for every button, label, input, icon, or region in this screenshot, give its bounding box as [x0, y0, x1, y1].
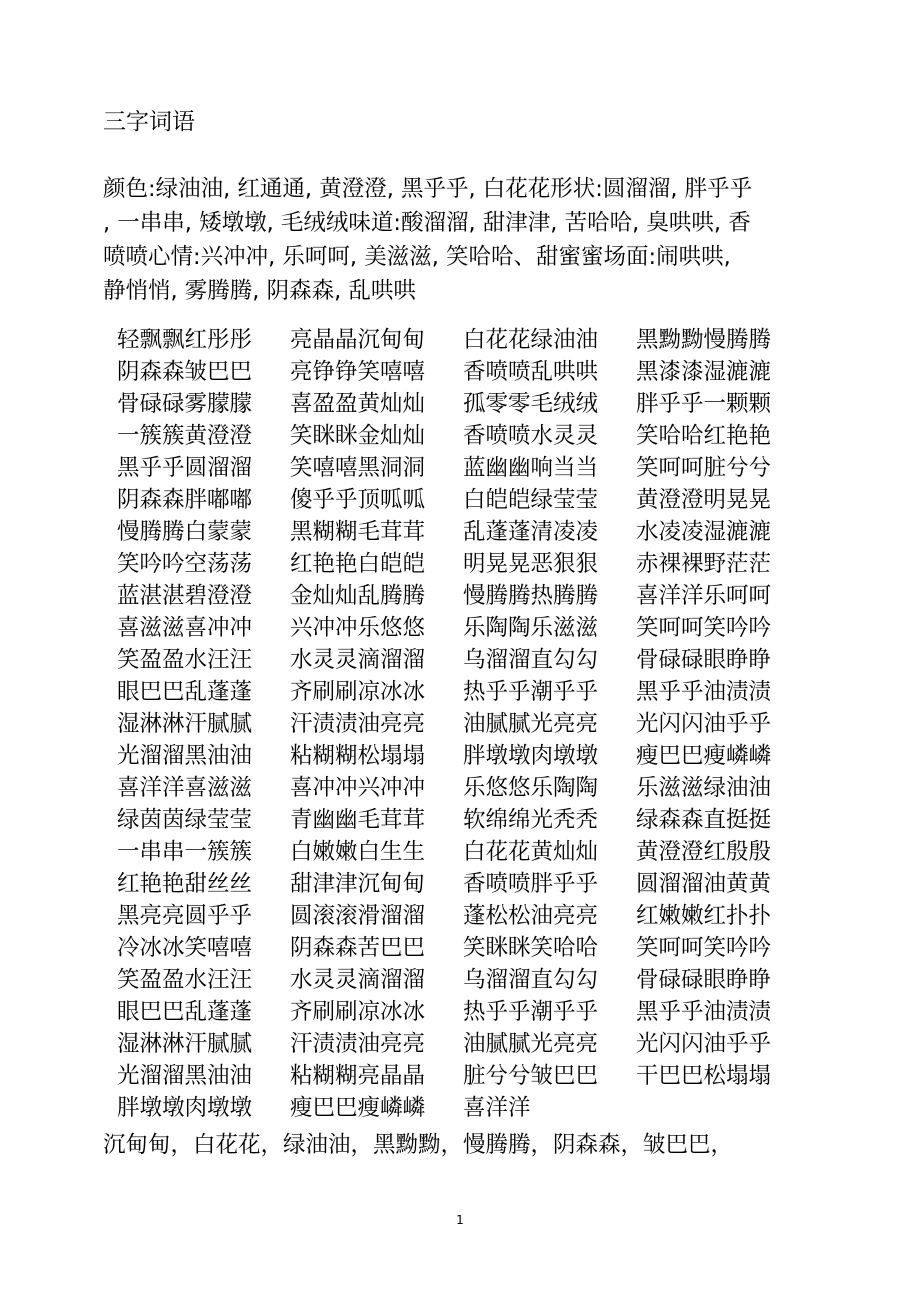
- word-cell: 红艳艳白皑皑: [290, 551, 426, 577]
- word-cell: 赤裸裸野茫茫: [636, 551, 772, 577]
- word-cell: 油腻腻光亮亮: [463, 1031, 599, 1057]
- word-cell: 骨碌碌眼睁睁: [636, 967, 772, 993]
- word-cell: 青幽幽毛茸茸: [290, 807, 426, 833]
- word-cell: 水灵灵滴溜溜: [290, 647, 426, 673]
- word-cell: 喜冲冲兴冲冲: [290, 775, 426, 801]
- word-cell: 汗渍渍油亮亮: [290, 1031, 426, 1057]
- intro-line: , 一串串, 矮墩墩, 毛绒绒味道:酸溜溜, 甜津津, 苦哈哈, 臭哄哄, 香: [103, 210, 751, 236]
- word-cell: 金灿灿乱腾腾: [290, 583, 426, 609]
- word-cell: 笑盈盈水汪汪: [117, 647, 253, 673]
- word-cell: 光溜溜黑油油: [117, 743, 253, 769]
- word-cell: 齐刷刷凉冰冰: [290, 679, 426, 705]
- word-cell: 轻飘飘红彤彤: [117, 327, 253, 353]
- word-cell: 香喷喷水灵灵: [463, 423, 599, 449]
- word-cell: 汗渍渍油亮亮: [290, 711, 426, 737]
- word-cell: 喜洋洋喜滋滋: [117, 775, 253, 801]
- word-cell: 乱蓬蓬清凌凌: [463, 519, 599, 545]
- word-cell: 黑漆漆湿漉漉: [636, 359, 772, 385]
- word-cell: 冷冰冰笑嘻嘻: [117, 935, 253, 961]
- word-cell: 黑乎乎油渍渍: [636, 999, 772, 1025]
- intro-line: 喷喷心情:兴冲冲, 乐呵呵, 美滋滋, 笑哈哈、甜蜜蜜场面:闹哄哄,: [103, 244, 731, 270]
- word-cell: 黑乎乎油渍渍: [636, 679, 772, 705]
- word-cell: 笑眯眯笑哈哈: [463, 935, 599, 961]
- word-cell: 白花花黄灿灿: [463, 839, 599, 865]
- word-cell: 骨碌碌眼睁睁: [636, 647, 772, 673]
- word-cell: 香喷喷乱哄哄: [463, 359, 599, 385]
- word-cell: 兴冲冲乐悠悠: [290, 615, 426, 641]
- word-cell: [636, 1092, 809, 1124]
- word-cell: 热乎乎潮乎乎: [463, 999, 599, 1025]
- word-cell: 绿茵茵绿莹莹: [117, 807, 253, 833]
- word-cell: 慢腾腾白蒙蒙: [117, 519, 253, 545]
- word-cell: 白皑皑绿莹莹: [463, 487, 599, 513]
- word-cell: 笑吟吟空荡荡: [117, 551, 253, 577]
- word-cell: 红嫩嫩红扑扑: [636, 903, 772, 929]
- word-cell: 黄澄澄红殷殷: [636, 839, 772, 865]
- word-cell: 明晃晃恶狠狠: [463, 551, 599, 577]
- word-cell: 喜盈盈黄灿灿: [290, 391, 426, 417]
- word-cell: 粘糊糊亮晶晶: [290, 1063, 426, 1089]
- word-cell: 湿淋淋汗腻腻: [117, 1031, 253, 1057]
- word-cell: 蓝湛湛碧澄澄: [117, 583, 253, 609]
- word-cell: 脏兮兮皱巴巴: [463, 1063, 599, 1089]
- word-cell: 亮晶晶沉甸甸: [290, 327, 426, 353]
- word-cell: 笑呵呵脏兮兮: [636, 455, 772, 481]
- word-grid: [117, 324, 809, 1124]
- word-cell: 油腻腻光亮亮: [463, 711, 599, 737]
- word-cell: 圆溜溜油黄黄: [636, 871, 772, 897]
- word-cell: 胖乎乎一颗颗: [636, 391, 772, 417]
- word-cell: 粘糊糊松塌塌: [290, 743, 426, 769]
- word-cell: 红艳艳甜丝丝: [117, 871, 253, 897]
- word-cell: 黑黝黝慢腾腾: [636, 327, 772, 353]
- word-cell: 水凌凌湿漉漉: [636, 519, 772, 545]
- word-cell: 乐陶陶乐滋滋: [463, 615, 599, 641]
- word-cell: 黑乎乎圆溜溜: [117, 455, 253, 481]
- word-cell: 黑亮亮圆乎乎: [117, 903, 253, 929]
- word-cell: 白花花绿油油: [463, 327, 599, 353]
- word-cell: 胖墩墩肉墩墩: [117, 1095, 253, 1121]
- word-cell: 喜滋滋喜冲冲: [117, 615, 253, 641]
- word-cell: 瘦巴巴瘦嶙嶙: [636, 743, 772, 769]
- word-cell: 笑呵呵笑吟吟: [636, 615, 772, 641]
- word-cell: 眼巴巴乱蓬蓬: [117, 999, 253, 1025]
- word-cell: 笑呵呵笑吟吟: [636, 935, 772, 961]
- word-cell: 傻乎乎顶呱呱: [290, 487, 426, 513]
- word-cell: 齐刷刷凉冰冰: [290, 999, 426, 1025]
- word-cell: 白嫩嫩白生生: [290, 839, 426, 865]
- word-cell: 绿森森直挺挺: [636, 807, 772, 833]
- word-cell: 干巴巴松塌塌: [636, 1063, 772, 1089]
- word-cell: 骨碌碌雾朦朦: [117, 391, 253, 417]
- intro-line: 颜色:绿油油, 红通通, 黄澄澄, 黑乎乎, 白花花形状:圆溜溜, 胖乎乎: [103, 176, 753, 202]
- word-cell: 慢腾腾热腾腾: [463, 583, 599, 609]
- word-cell: 笑盈盈水汪汪: [117, 967, 253, 993]
- word-cell: 阴森森胖嘟嘟: [117, 487, 253, 513]
- word-cell: 蓝幽幽响当当: [463, 455, 599, 481]
- word-cell: 软绵绵光秃秃: [463, 807, 599, 833]
- word-cell: 黑糊糊毛茸茸: [290, 519, 426, 545]
- word-cell: 黄澄澄明晃晃: [636, 487, 772, 513]
- word-cell: 蓬松松油亮亮: [463, 903, 599, 929]
- intro-line: 静悄悄, 雾腾腾, 阴森森, 乱哄哄: [103, 278, 416, 304]
- word-cell: 笑嘻嘻黑洞洞: [290, 455, 426, 481]
- word-cell: 乐悠悠乐陶陶: [463, 775, 599, 801]
- word-cell: 光溜溜黑油油: [117, 1063, 253, 1089]
- word-cell: 眼巴巴乱蓬蓬: [117, 679, 253, 705]
- word-cell: 乌溜溜直勾勾: [463, 967, 599, 993]
- word-cell: 光闪闪油乎乎: [636, 1031, 772, 1057]
- word-cell: 一串串一簇簇: [117, 839, 253, 865]
- word-cell: 阴森森皱巴巴: [117, 359, 253, 385]
- word-cell: 孤零零毛绒绒: [463, 391, 599, 417]
- word-cell: 笑眯眯金灿灿: [290, 423, 426, 449]
- word-cell: 乌溜溜直勾勾: [463, 647, 599, 673]
- word-list-line: 沉甸甸，白花花，绿油油，黑黝黝，慢腾腾，阴森森，皱巴巴，: [103, 1132, 734, 1158]
- intro-paragraph: [103, 172, 815, 308]
- word-cell: 水灵灵滴溜溜: [290, 967, 426, 993]
- word-cell: 热乎乎潮乎乎: [463, 679, 599, 705]
- word-cell: 亮铮铮笑嘻嘻: [290, 359, 426, 385]
- word-cell: 香喷喷胖乎乎: [463, 871, 599, 897]
- word-cell: 喜洋洋: [463, 1095, 531, 1121]
- word-cell: 湿淋淋汗腻腻: [117, 711, 253, 737]
- document-heading: 三字词语: [103, 109, 195, 135]
- word-cell: 阴森森苦巴巴: [290, 935, 426, 961]
- word-cell: 甜津津沉甸甸: [290, 871, 426, 897]
- word-cell: 喜洋洋乐呵呵: [636, 583, 772, 609]
- word-cell: 圆滚滚滑溜溜: [290, 903, 426, 929]
- word-cell: 瘦巴巴瘦嶙嶙: [290, 1095, 426, 1121]
- word-cell: 光闪闪油乎乎: [636, 711, 772, 737]
- word-cell: 笑哈哈红艳艳: [636, 423, 772, 449]
- word-cell: 乐滋滋绿油油: [636, 775, 772, 801]
- word-cell: 胖墩墩肉墩墩: [463, 743, 599, 769]
- word-cell: 一簇簇黄澄澄: [117, 423, 253, 449]
- page-number: 1: [456, 1213, 464, 1227]
